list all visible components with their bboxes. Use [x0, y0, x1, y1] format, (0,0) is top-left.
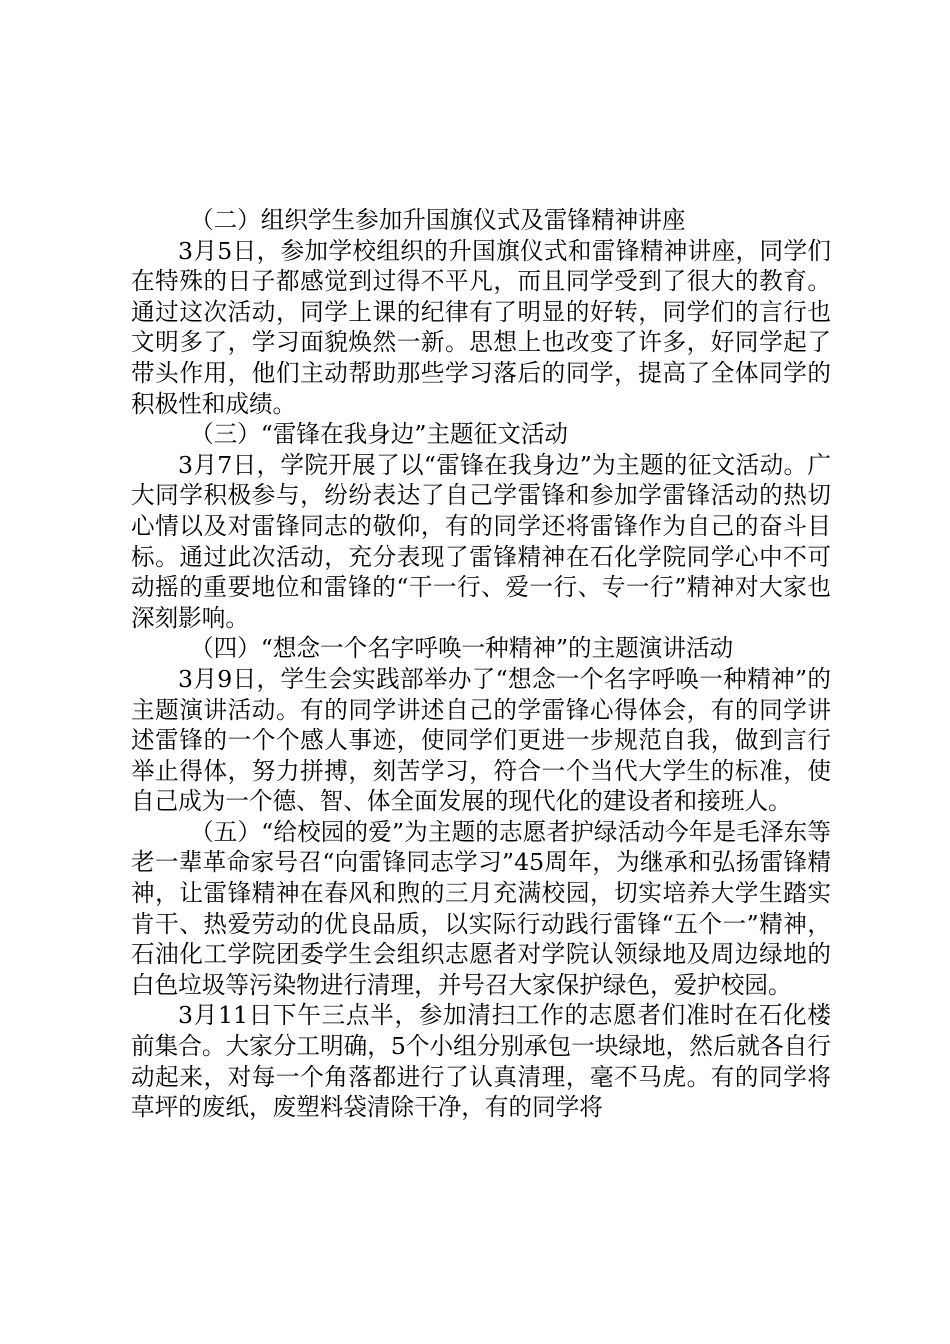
paragraph-flag-raising: 3月5日，参加学校组织的升国旗仪式和雷锋精神讲座，同学们在特殊的日子都感觉到过得不平凡，而且同学受到了很大的教育。通过这次活动，同学上课的纪律有了明显的好转，同学们的言行也文明多了，学习面貌焕然一新。思想上也改变了许多，好同学起了带头作用，他们主动帮助那些学习落后的同学，提高了全体同学的积极性和成绩。 — [131, 236, 831, 418]
paragraph-essay-contest: 3月7日，学院开展了以“雷锋在我身边”为主题的征文活动。广大同学积极参与，纷纷表达了自己学雷锋和参加学雷锋活动的热切心情以及对雷锋同志的敬仰，有的同学还将雷锋作为自己的奋斗目标。通过此次活动，充分表现了雷锋精神在石化学院同学心中不可动摇的重要地位和雷锋的“干一行、爱一行、专一行”精神对大家也深刻影响。 — [131, 450, 831, 632]
section-heading-4: （四）“想念一个名字呼唤一种精神”的主题演讲活动 — [190, 634, 734, 663]
section-heading-2: （二）组织学生参加升国旗仪式及雷锋精神讲座 — [190, 206, 686, 234]
paragraph-speech-contest: 3月9日，学生会实践部举办了“想念一个名字呼唤一种精神”的主题演讲活动。有的同学讲述自己的学雷锋心得体会，有的同学讲述雷锋的一个个感人事迹，使同学们更进一步规范自我，做到言行举止得体，努力拼搏，刻苦学习，符合一个当代大学生的标准，使自己成为一个德、智、体全面发展的现代化的建设者和接班人。 — [131, 664, 831, 816]
section-heading-5: （五）“给校园的爱”为主题的志愿者护绿活动今年是毛泽东等老一辈革命家号召“向雷锋同志学习”45周年，为继承和弘扬雷锋精神，让雷锋精神在春风和煦的三月充满校园，切实培养大学生踏实肯干、热爱劳动的优良品质，以实际行动践行雷锋“五个一”精神，石油化工学院团委学生会组织志愿者对学院认领绿地及周边绿地的白色垃圾等污染物进行清理，并号召大家保护绿色，爱护校园。 — [131, 817, 831, 999]
document-body — [131, 205, 831, 1123]
paragraph-volunteer-cleanup: 3月11日下午三点半，参加清扫工作的志愿者们准时在石化楼前集合。大家分工明确，5个小组分别承包一块绿地，然后就各自行动起来，对每一个角落都进行了认真清理，毫不马虎。有的同学将草坪的废纸，废塑料袋清除干净，有的同学将 — [131, 1001, 831, 1122]
section-heading-3: （三）“雷锋在我身边”主题征文活动 — [190, 420, 569, 449]
